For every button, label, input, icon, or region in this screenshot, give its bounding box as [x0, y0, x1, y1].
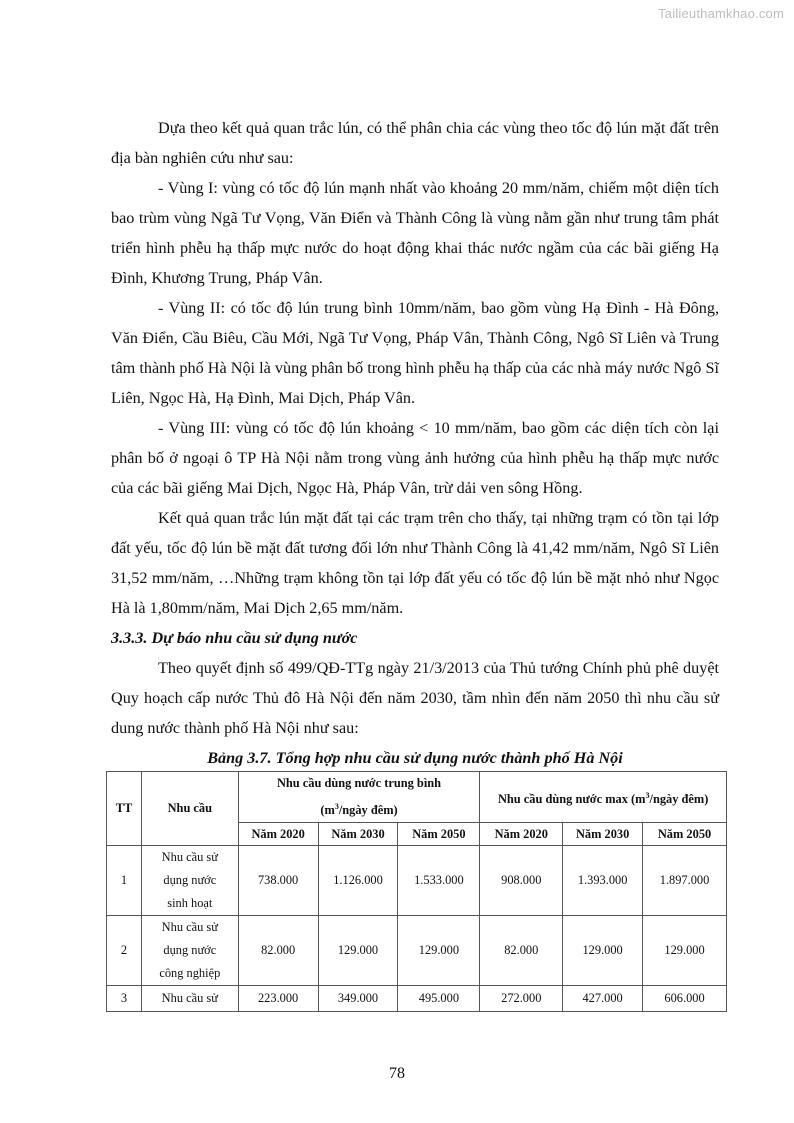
header-average-unit-pre: (m: [320, 803, 335, 817]
cell-value: 129.000: [563, 916, 643, 986]
header-year: Năm 2050: [643, 823, 727, 846]
paragraph-station-results: Kết quả quan trắc lún mặt đất tại các trạm trên cho thấy, tại những trạm có tồn tại lớp đất yếu, tốc độ lún bề mặt đất tương đối lớn như Thành Công là 41,42 mm/năm, Ngô Sĩ Liên 31,52 mm/năm, …Những trạm không tồn tại lớp đất yếu có tốc độ lún bề mặt nhỏ như Ngọc Hà là 1,80mm/năm, Mai Dịch 2,65 mm/năm.: [111, 509, 719, 617]
header-max-label-post: /ngày đêm): [649, 791, 709, 806]
cell-need-line: sinh hoạt: [167, 896, 213, 910]
table-row: [107, 986, 727, 1012]
header-year: Năm 2030: [318, 823, 398, 846]
cell-value: 129.000: [398, 916, 480, 986]
paragraph-zone-2: - Vùng II: có tốc độ lún trung bình 10mm/năm, bao gồm vùng Hạ Đình - Hà Đông, Văn Điển, Cầu Biêu, Cầu Mới, Ngã Tư Vọng, Pháp Vân, Thành Công, Ngô Sĩ Liên và Trung tâm thành phố Hà Nội là vùng phân bố trong hình phễu hạ thấp của các nhà máy nước Ngô Sĩ Liên, Ngọc Hà, Hạ Đình, Mai Dịch, Pháp Vân.: [111, 299, 719, 407]
cell-value: 1.393.000: [563, 846, 643, 916]
header-need: Nhu cầu: [141, 772, 238, 846]
table-header-row: [107, 772, 727, 823]
cell-tt: 1: [107, 846, 142, 916]
table-caption: Bảng 3.7. Tổng hợp nhu cầu sử dụng nước thành phố Hà Nội: [207, 749, 623, 767]
watermark: Tailieuthamkhao.com: [658, 6, 784, 21]
header-average-unit-post: /ngày đêm): [338, 803, 398, 817]
header-year: Năm 2030: [563, 823, 643, 846]
cell-need: [141, 986, 238, 1012]
cell-value: 427.000: [563, 986, 643, 1012]
cell-value: 606.000: [643, 986, 727, 1012]
cell-value: 223.000: [238, 986, 318, 1012]
section-paragraph: Theo quyết định số 499/QĐ-TTg ngày 21/3/2013 của Thủ tướng Chính phủ phê duyệt Quy hoạch cấp nước Thủ đô Hà Nội đến năm 2030, tầm nhìn đến năm 2050 thì nhu cầu sử dung nước thành phố Hà Nội như sau:: [111, 659, 719, 737]
cell-tt: 3: [107, 986, 142, 1012]
cell-value: 129.000: [318, 916, 398, 986]
cell-value: 1.126.000: [318, 846, 398, 916]
page-body: [111, 113, 719, 773]
header-max-label-pre: Nhu cầu dùng nước max (m: [497, 791, 646, 806]
cell-need-line: Nhu cầu sử: [161, 991, 218, 1005]
header-year: Năm 2020: [480, 823, 563, 846]
cell-value: 738.000: [238, 846, 318, 916]
header-average-demand-label: Nhu cầu dùng nước trung bình: [276, 776, 442, 790]
header-tt: TT: [107, 772, 142, 846]
table-row: [107, 846, 727, 916]
cell-value: 82.000: [480, 916, 563, 986]
cell-value: 1.897.000: [643, 846, 727, 916]
header-average-unit-sup: 3: [334, 802, 339, 811]
paragraph-zone-3: - Vùng III: vùng có tốc độ lún khoảng < 10 mm/năm, bao gồm các diện tích còn lại phân bố ở ngoại ô TP Hà Nội nằm trong vùng ảnh hưởng của hình phễu hạ thấp mực nước của các bãi giếng Mai Dịch, Ngọc Hà, Pháp Vân, trừ dải ven sông Hồng.: [111, 419, 719, 497]
cell-tt: 2: [107, 916, 142, 986]
cell-value: 1.533.000: [398, 846, 480, 916]
cell-need: [141, 846, 238, 916]
cell-value: 272.000: [480, 986, 563, 1012]
cell-need: [141, 916, 238, 986]
paragraph-zones-intro: Dựa theo kết quả quan trắc lún, có thể phân chia các vùng theo tốc độ lún mặt đất trên địa bàn nghiên cứu như sau:: [111, 119, 719, 167]
paragraph-zone-1: - Vùng I: vùng có tốc độ lún mạnh nhất vào khoảng 20 mm/năm, chiếm một diện tích bao trùm vùng Ngã Tư Vọng, Văn Điển và Thành Công là vùng nằm gần như trung tâm phát triển hình phễu hạ thấp mực nước do hoạt động khai thác nước ngầm của các bãi giếng Hạ Đình, Khương Trung, Pháp Vân.: [111, 179, 719, 287]
header-max-demand: [480, 772, 727, 823]
cell-value: 129.000: [643, 916, 727, 986]
cell-value: 908.000: [480, 846, 563, 916]
table-row: [107, 916, 727, 986]
cell-need-line: dụng nước: [163, 943, 217, 957]
header-year: Năm 2050: [398, 823, 480, 846]
water-demand-table: [106, 771, 727, 1012]
cell-need-line: dụng nước: [163, 873, 217, 887]
cell-value: 349.000: [318, 986, 398, 1012]
section-heading: 3.3.3. Dự báo nhu cầu sử dụng nước: [111, 629, 358, 647]
header-year: Năm 2020: [238, 823, 318, 846]
cell-need-line: Nhu cầu sử: [161, 850, 218, 864]
header-average-demand: [238, 772, 480, 823]
cell-value: 82.000: [238, 916, 318, 986]
cell-need-line: công nghiệp: [159, 966, 221, 980]
cell-need-line: Nhu cầu sử: [161, 920, 218, 934]
page-number: 78: [389, 1065, 405, 1082]
header-max-unit-sup: 3: [645, 790, 650, 800]
cell-value: 495.000: [398, 986, 480, 1012]
